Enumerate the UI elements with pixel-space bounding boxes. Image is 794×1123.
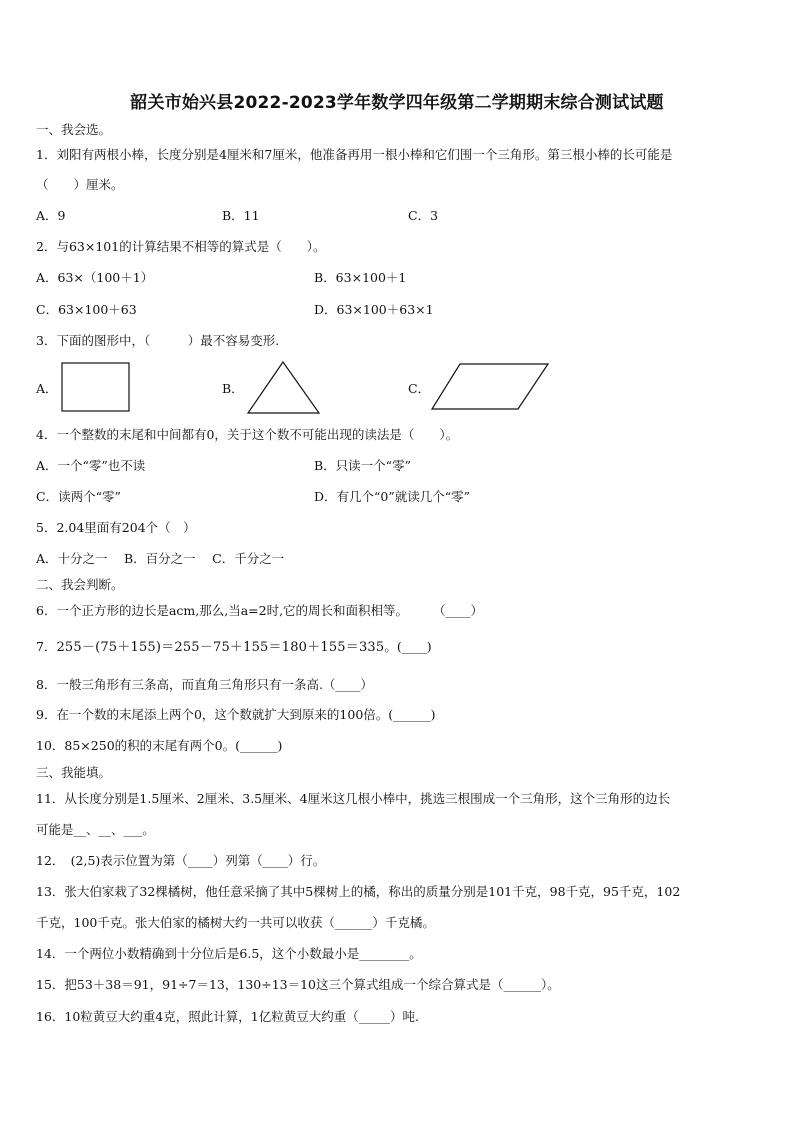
question-4-stem: 4．一个整数的末尾和中间都有0，关于这个数不可能出现的读法是（ ）。 — [36, 427, 459, 442]
question-1-option-b: B．11 — [222, 208, 260, 223]
question-3-option-a: A． — [36, 381, 58, 396]
question-2-option-b: B．63×100＋1 — [314, 270, 407, 285]
question-3-option-c: C． — [408, 381, 431, 396]
question-3-option-b: B． — [222, 381, 244, 396]
question-5-options: A．十分之一 B．百分之一 C．千分之一 — [36, 551, 285, 566]
parallelogram-figure — [430, 362, 552, 412]
question-5-stem: 5．2.04里面有204个（ ） — [36, 520, 196, 535]
question-8: 8．一般三角形有三条高，而直角三角形只有一条高.（____） — [36, 677, 373, 692]
question-10: 10．85×250的积的末尾有两个0。(______) — [36, 738, 283, 753]
question-7-answer-blank: 。(____) — [384, 639, 432, 654]
question-12: 12． (2,5)表示位置为第（____）列第（____）行。 — [36, 853, 326, 868]
question-7-expression: 255－(75＋155)＝255－75＋155＝180＋155＝335 — [56, 640, 385, 655]
question-1-option-a: A．9 — [36, 208, 66, 223]
rectangle-figure — [61, 362, 131, 414]
question-16: 16．10粒黄豆大约重4克，照此计算，1亿粒黄豆大约重（_____）吨. — [36, 1009, 419, 1024]
section-heading-choice: 一、我会选。 — [36, 122, 112, 137]
question-7-number: 7． — [36, 639, 57, 654]
question-6: 6．一个正方形的边长是acm,那么,当a=2时,它的周长和面积相等。 （____） — [36, 603, 484, 618]
question-11-stem: 11．从长度分别是1.5厘米、2厘米、3.5厘米、4厘米这几根小棒中，挑选三根围成一个三角形，这个三角形的边长 — [36, 791, 671, 806]
page-title: 韶关市始兴县2022-2023学年数学四年级第二学期期末综合测试试题 — [130, 93, 664, 113]
question-4-option-c: C．读两个“零” — [36, 489, 121, 504]
question-4-option-d: D．有几个“0”就读几个“零” — [314, 489, 471, 504]
question-1-stem-cont: （ ）厘米。 — [36, 177, 124, 192]
question-4-option-b: B．只读一个“零” — [314, 458, 411, 473]
question-2-option-d: D．63×100＋63×1 — [314, 302, 434, 317]
question-14: 14．一个两位小数精确到十分位后是6.5，这个小数最小是________。 — [36, 946, 422, 961]
question-11-stem-cont: 可能是__、__、___。 — [36, 822, 155, 837]
question-9: 9．在一个数的末尾添上两个0，这个数就扩大到原来的100倍。(______) — [36, 707, 436, 722]
question-1-stem: 1．刘阳有两根小棒，长度分别是4厘米和7厘米，他准备再用一根小棒和它们围一个三角形。第三根小棒的长可能是 — [36, 147, 673, 162]
section-heading-fill: 三、我能填。 — [36, 765, 112, 780]
question-13-stem: 13．张大伯家栽了32棵橘树，他任意采摘了其中5棵树上的橘，称出的质量分别是101千克，98千克，95千克，102 — [36, 884, 681, 899]
question-15: 15．把53＋38＝91，91÷7＝13，130÷13＝10这三个算式组成一个综合算式是（______）。 — [36, 977, 560, 992]
triangle-figure — [246, 360, 322, 416]
question-13-stem-cont: 千克，100千克。张大伯家的橘树大约一共可以收获（______）千克橘。 — [36, 915, 435, 930]
question-3-stem: 3．下面的图形中，（ ）最不容易变形. — [36, 333, 280, 348]
question-2-stem: 2．与63×101的计算结果不相等的算式是（ ）。 — [36, 239, 326, 254]
question-2-option-c: C．63×100＋63 — [36, 302, 137, 317]
question-4-option-a: A．一个“零”也不读 — [36, 458, 146, 473]
section-heading-judge: 二、我会判断。 — [36, 577, 124, 592]
question-1-option-c: C．3 — [408, 208, 439, 223]
question-2-option-a: A．63×（100＋1） — [36, 270, 154, 285]
question-7 — [36, 639, 432, 656]
